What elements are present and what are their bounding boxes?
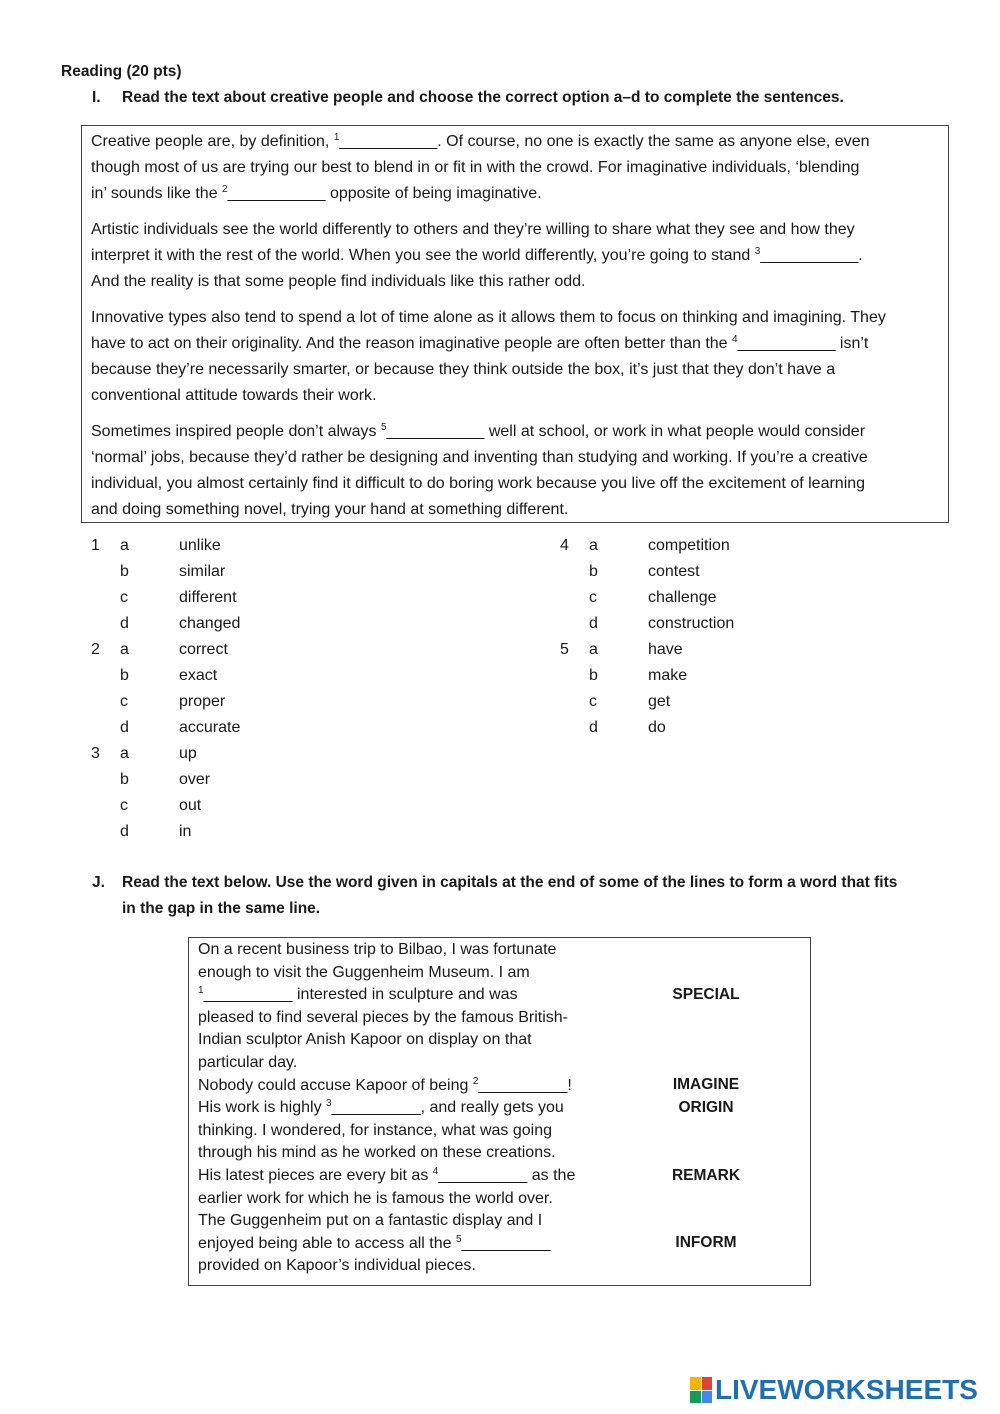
text-line: Innovative types also tend to spend a lot of time alone as it allows them to focus on thinking and imagining. They — [91, 309, 886, 326]
option-letter: c — [120, 797, 128, 814]
gap-number: 1 — [198, 985, 204, 997]
liveworksheets-logo — [690, 1375, 978, 1405]
line-text: His work is highly — [198, 1099, 327, 1117]
option-text[interactable]: changed — [179, 615, 241, 632]
option-row[interactable] — [91, 715, 471, 741]
gap-2[interactable]: ___________ opposite of being imaginative. — [227, 185, 542, 202]
keyword-origin: ORIGIN — [678, 1099, 734, 1116]
question-number: 2 — [91, 641, 100, 658]
option-text[interactable]: different — [179, 589, 237, 606]
option-text[interactable]: get — [648, 693, 671, 710]
gap-number: 2 — [222, 184, 228, 195]
liveworksheets-logo-icon — [690, 1377, 712, 1403]
text-line: in’ sounds like the — [91, 185, 223, 202]
gap-number: 4 — [732, 334, 738, 345]
keyword-remark: REMARK — [671, 1167, 741, 1184]
line-text: The Guggenheim put on a fantastic display and I — [198, 1212, 543, 1230]
passage-line — [198, 939, 556, 962]
passage-line — [198, 1007, 568, 1030]
text-line: Creative people are, by definition, — [91, 133, 334, 150]
option-letter: b — [120, 771, 129, 788]
paragraph-3 — [91, 305, 939, 409]
option-row[interactable] — [91, 585, 471, 611]
passage-line — [198, 1188, 553, 1211]
passage-line — [198, 1210, 542, 1233]
line-text: On a recent business trip to Bilbao, I was fortunate — [198, 941, 557, 958]
passage-line — [198, 1142, 556, 1165]
passage-line — [198, 1165, 575, 1188]
option-text[interactable]: construction — [648, 615, 735, 632]
option-row[interactable] — [91, 819, 471, 845]
option-letter: a — [120, 537, 129, 554]
option-text[interactable]: exact — [179, 667, 218, 684]
option-letter: b — [120, 563, 129, 580]
option-text[interactable]: in — [179, 823, 192, 840]
question-number: 1 — [91, 537, 100, 554]
option-row[interactable] — [91, 559, 471, 585]
option-row[interactable] — [91, 637, 471, 663]
passage-line — [198, 984, 518, 1007]
option-letter: c — [589, 589, 597, 606]
option-text[interactable]: similar — [179, 563, 226, 580]
instruction-j-number: J. — [92, 874, 105, 891]
line-text: particular day. — [198, 1054, 298, 1071]
option-text[interactable]: accurate — [179, 719, 241, 736]
text-line: have to act on their originality. And the reason imaginative people are often better than the — [91, 335, 733, 352]
passage-line — [198, 1233, 551, 1256]
word-formation-box — [188, 937, 811, 1286]
option-text[interactable]: up — [179, 745, 197, 762]
text-line: And the reality is that some people find individuals like this rather odd. — [91, 273, 586, 290]
option-letter: b — [589, 563, 598, 580]
option-text[interactable]: do — [648, 719, 666, 736]
passage-line — [198, 1120, 552, 1143]
text-line: because they’re necessarily smarter, or because they think outside the box, it’s just that they don’t have a — [91, 361, 836, 378]
option-row[interactable] — [91, 767, 471, 793]
option-letter: d — [120, 615, 129, 632]
text-line: individual, you almost certainly find it difficult to do boring work because you live off the excitement of learning — [91, 475, 866, 492]
passage-line — [198, 1255, 476, 1278]
gap-number: 5 — [455, 1233, 462, 1245]
option-row[interactable] — [560, 715, 940, 741]
line-text: earlier work for which he is famous the world over. — [198, 1189, 553, 1207]
gap-3[interactable]: ___________. — [760, 247, 863, 264]
gap-1[interactable]: ___________. Of course, no one is exactly the same as anyone else, even — [339, 133, 870, 150]
text-line: interpret it with the rest of the world. When you see the world differently, you’re going to stand — [91, 247, 755, 264]
option-text[interactable]: out — [179, 797, 202, 814]
option-letter: d — [120, 719, 129, 736]
passage-line — [198, 1075, 572, 1098]
option-row[interactable] — [91, 741, 471, 767]
instruction-j-line-2: in the gap in the same line. — [122, 900, 321, 917]
option-text[interactable]: unlike — [179, 537, 221, 554]
paragraph-4 — [91, 419, 939, 523]
paragraph-1 — [91, 129, 939, 207]
option-letter: c — [120, 589, 128, 606]
option-text[interactable]: make — [648, 667, 688, 684]
option-row[interactable] — [91, 689, 471, 715]
logo-text: LIVEWORKSHEETS — [715, 1374, 978, 1405]
line-text: provided on Kapoor’s individual pieces. — [198, 1257, 476, 1275]
option-text[interactable]: proper — [179, 693, 226, 710]
option-row[interactable] — [560, 689, 940, 715]
line-text: Indian sculptor Anish Kapoor on display on that — [198, 1031, 532, 1049]
option-letter: c — [589, 693, 597, 710]
gap-number: 1 — [333, 132, 340, 143]
gap-number: 3 — [326, 1098, 332, 1110]
line-text: pleased to find several pieces by the famous British- — [198, 1008, 568, 1026]
gap-5[interactable]: __________ — [461, 1234, 551, 1252]
option-text[interactable]: over — [179, 771, 211, 788]
question-number: 5 — [560, 641, 569, 658]
line-text: Nobody could accuse Kapoor of being — [198, 1076, 473, 1094]
section-heading: Reading (20 pts) — [61, 63, 182, 80]
option-letter: d — [589, 615, 598, 632]
option-row[interactable] — [560, 611, 940, 637]
keyword-inform: INFORM — [675, 1234, 737, 1251]
question-number: 4 — [560, 537, 569, 554]
option-text[interactable]: challenge — [648, 589, 717, 606]
text-line: and doing something novel, trying your hand at something different. — [91, 501, 569, 518]
passage-line — [198, 1097, 564, 1120]
instruction-i-number: I. — [92, 89, 101, 106]
option-row[interactable] — [560, 663, 940, 689]
option-letter: b — [120, 667, 129, 684]
option-row[interactable] — [560, 559, 940, 585]
option-text[interactable]: correct — [179, 641, 228, 658]
paragraph-2 — [91, 217, 939, 295]
line-text: through his mind as he worked on these creations. — [198, 1144, 556, 1162]
option-letter: a — [120, 745, 129, 762]
option-text[interactable]: competition — [648, 537, 730, 554]
option-row[interactable] — [91, 663, 471, 689]
passage-line — [198, 1029, 532, 1052]
gap-1[interactable]: __________ interested in sculpture and was — [203, 986, 518, 1004]
option-letter: d — [120, 823, 129, 840]
gap-4[interactable]: __________ as the — [438, 1167, 576, 1184]
options-right-column — [560, 533, 940, 741]
text-line: ‘normal’ jobs, because they’d rather be designing and inventing than studying and working. If you’re a creative — [91, 449, 868, 466]
keyword-imagine: IMAGINE — [672, 1076, 740, 1093]
option-row[interactable] — [560, 585, 940, 611]
option-letter: d — [589, 719, 598, 736]
line-text: enjoyed being able to access all the — [198, 1234, 456, 1252]
option-row[interactable] — [560, 637, 940, 663]
instruction-j-line-1: Read the text below. Use the word given in capitals at the end of some of the lines to form a word that fits — [122, 874, 898, 891]
passage-line — [198, 1052, 297, 1075]
text-line: Artistic individuals see the world differently to others and they’re willing to share what they see and how they — [91, 221, 855, 238]
options-left-column — [91, 533, 471, 845]
text-line: though most of us are trying our best to blend in or fit in with the crowd. For imaginative individuals, ‘blending — [91, 159, 860, 176]
option-row[interactable] — [91, 793, 471, 819]
gap-number: 3 — [754, 246, 761, 257]
option-text[interactable]: have — [648, 641, 683, 658]
instruction-i-text: Read the text about creative people and choose the correct option a–d to complete the sentences. — [122, 89, 844, 106]
option-letter: a — [589, 641, 598, 658]
text-line: conventional attitude towards their work. — [91, 387, 377, 404]
question-number: 3 — [91, 745, 100, 762]
option-letter: a — [120, 641, 129, 658]
text-line: Sometimes inspired people don’t always — [91, 423, 381, 440]
line-text: enough to visit the Guggenheim Museum. I am — [198, 963, 530, 981]
keyword-special: SPECIAL — [672, 986, 740, 1003]
reading-text-box — [81, 125, 949, 523]
gap-4[interactable]: ___________ isn’t — [737, 335, 869, 352]
option-letter: a — [589, 537, 598, 554]
option-letter: b — [589, 667, 598, 684]
option-letter: c — [120, 693, 128, 710]
option-row[interactable] — [91, 611, 471, 637]
gap-5[interactable]: ___________ well at school, or work in what people would consider — [386, 423, 866, 440]
option-text[interactable]: contest — [648, 563, 700, 580]
line-text: thinking. I wondered, for instance, what was going — [198, 1121, 552, 1139]
passage-line — [198, 962, 530, 985]
line-text: His latest pieces are every bit as — [198, 1167, 433, 1184]
option-row[interactable] — [91, 533, 471, 559]
gap-3[interactable]: __________, and really gets you — [331, 1099, 564, 1117]
gap-2[interactable]: __________! — [478, 1076, 572, 1094]
gap-number: 5 — [380, 422, 387, 433]
option-row[interactable] — [560, 533, 940, 559]
gap-number: 4 — [432, 1166, 439, 1177]
gap-number: 2 — [472, 1075, 479, 1087]
